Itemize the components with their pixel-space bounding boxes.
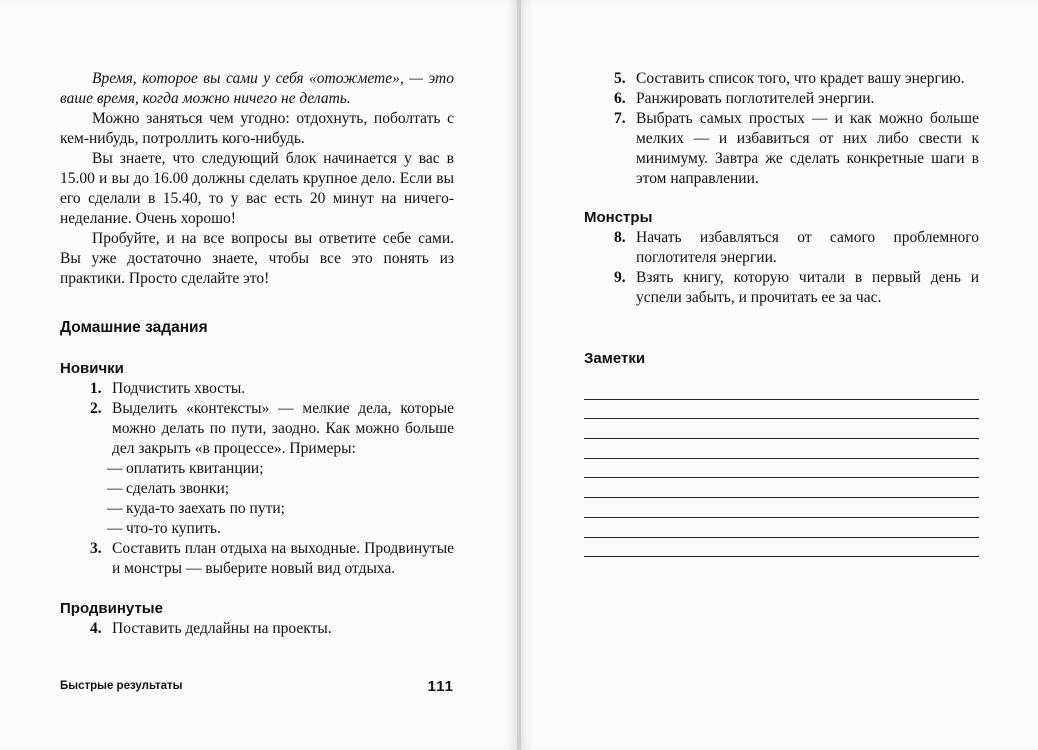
note-line	[584, 518, 979, 538]
item-number: 8.	[614, 229, 626, 246]
item-number: 1.	[90, 380, 102, 397]
item-number: 7.	[614, 110, 626, 127]
item-text: Составить список того, что крадет вашу энергию.	[636, 70, 965, 87]
note-line	[584, 538, 979, 558]
notes-lines	[584, 380, 979, 557]
list-item	[60, 379, 454, 399]
note-line	[584, 380, 979, 400]
note-line	[584, 459, 979, 479]
left-text-column	[60, 69, 454, 639]
notes-heading: Заметки	[584, 350, 646, 367]
left-page	[0, 0, 517, 750]
item-text: Подчистить хвосты.	[112, 380, 246, 397]
item-text: Поставить дедлайны на проекты.	[112, 620, 332, 637]
paragraph: Пробуйте, и на все вопросы вы ответите себе сами. Вы уже достаточно знаете, чтобы все это понять из практики. Просто сделайте это!	[60, 230, 454, 287]
monsters-heading: Монстры	[584, 209, 653, 226]
item-text: Ранжировать поглотителей энергии.	[636, 90, 875, 107]
right-page	[521, 0, 1038, 750]
example-text: куда-то заехать по пути;	[126, 500, 285, 517]
item-number: 4.	[90, 620, 102, 637]
example-text: что-то купить.	[126, 520, 221, 537]
list-item	[584, 109, 979, 189]
page-number: 111	[427, 678, 454, 695]
paragraph: Можно заняться чем угодно: отдохнуть, поболтать с кем-нибудь, потроллить кого-нибудь.	[60, 110, 454, 147]
note-line	[584, 478, 979, 498]
list-item	[60, 539, 454, 579]
note-line	[584, 419, 979, 439]
item-number: 2.	[90, 400, 102, 417]
note-line	[584, 498, 979, 518]
list-item	[584, 228, 979, 268]
item-number: 5.	[614, 70, 626, 87]
advanced-heading: Продвинутые	[60, 600, 163, 617]
example-item	[60, 459, 454, 479]
dash-marker: —	[107, 480, 123, 497]
paragraph-italic: Время, которое вы сами у себя «отожмете», — это ваше время, когда можно ничего не делать.	[60, 70, 454, 107]
beginners-heading: Новички	[60, 360, 124, 377]
paragraph: Вы знаете, что следующий блок начинается у вас в 15.00 и вы до 16.00 должны сделать крупное дело. Если вы его сделали в 15.40, то у вас есть 20 минут на ничего-неделание. Очень хорошо!	[60, 150, 454, 227]
item-number: 6.	[614, 90, 626, 107]
list-item	[60, 619, 454, 639]
list-item	[584, 89, 979, 109]
dash-marker: —	[107, 500, 123, 517]
homework-heading: Домашние задания	[60, 319, 208, 336]
example-item	[60, 499, 454, 519]
item-number: 9.	[614, 269, 626, 286]
note-line	[584, 439, 979, 459]
item-text: Взять книгу, которую читали в первый день и успели забыть, и прочитать ее за час.	[636, 269, 979, 306]
right-text-column	[584, 69, 979, 369]
example-item	[60, 479, 454, 499]
dash-marker: —	[107, 460, 123, 477]
example-item	[60, 519, 454, 539]
example-text: сделать звонки;	[126, 480, 230, 497]
note-line	[584, 400, 979, 420]
footer-title: Быстрые результаты	[60, 680, 183, 692]
item-number: 3.	[90, 540, 102, 557]
item-text: Выделить «контексты» — мелкие дела, которые можно делать по пути, заодно. Как можно больше дел закрыть «в процессе». Примеры:	[112, 400, 454, 457]
list-item	[584, 268, 979, 308]
item-text: Начать избавляться от самого проблемного поглотителя энергии.	[636, 229, 979, 266]
list-item	[60, 399, 454, 459]
dash-marker: —	[107, 520, 123, 537]
item-text: Составить план отдыха на выходные. Продвинутые и монстры — выберите новый вид отдыха.	[112, 540, 454, 577]
example-text: оплатить квитанции;	[126, 460, 264, 477]
list-item	[584, 69, 979, 89]
item-text: Выбрать самых простых — и как можно больше мелких — и избавиться от них либо свести к минимуму. Завтра же сделать конкретные шаги в этом направлении.	[636, 110, 979, 187]
